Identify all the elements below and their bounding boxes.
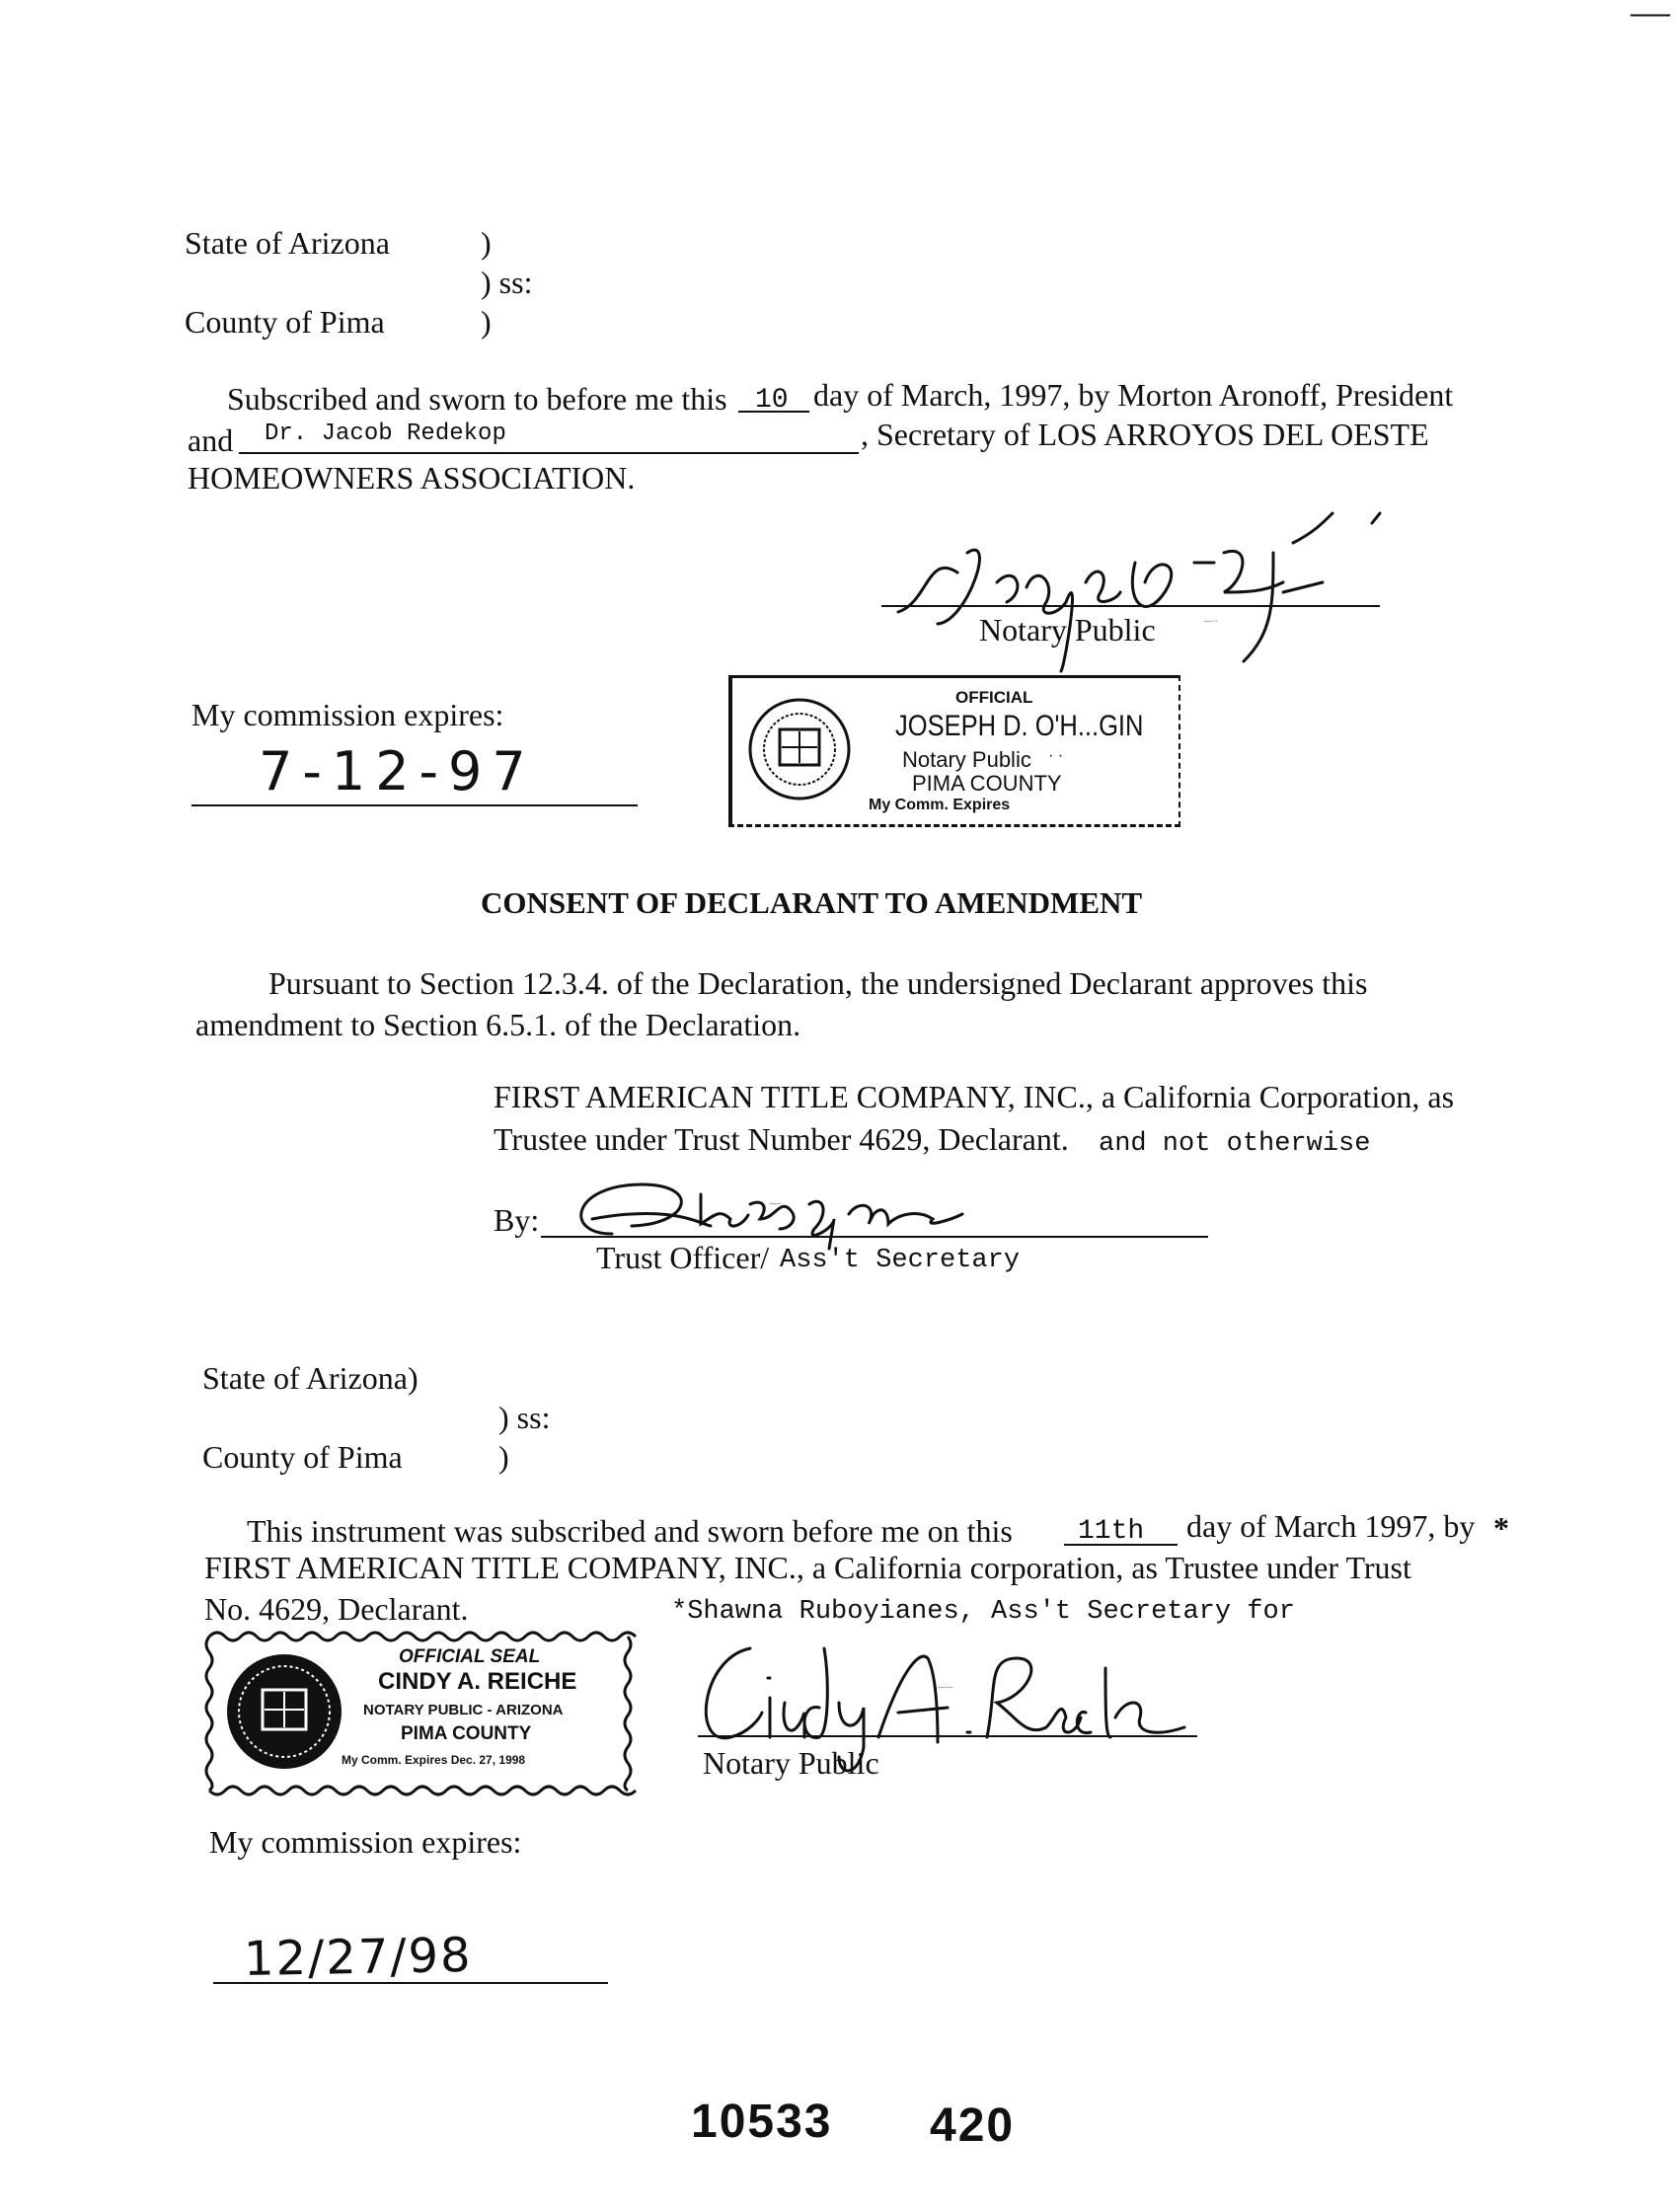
consent-sign-line bbox=[541, 1236, 1208, 1238]
notary2-sign-line bbox=[698, 1735, 1197, 1737]
notary1-stamp-county: PIMA COUNTY bbox=[912, 771, 1062, 796]
notary2-commission-line bbox=[213, 1982, 608, 1984]
consent-para-line2: amendment to Section 6.5.1. of the Declaration. bbox=[195, 1007, 801, 1042]
jurat1-line1-post: day of March, 1997, by Morton Aronoff, President bbox=[813, 377, 1454, 413]
notary1-stamp-role: Notary Public bbox=[902, 747, 1031, 772]
notary1-commission-label: My commission expires: bbox=[191, 697, 504, 732]
notary2-seal bbox=[205, 1627, 634, 1796]
jurat1-line2-post: , Secretary of LOS ARROYOS DEL OESTE bbox=[861, 417, 1429, 452]
consent-signature bbox=[553, 1165, 1027, 1244]
venue1-paren-top: ) bbox=[481, 225, 492, 261]
jurat1-secretary-name: Dr. Jacob Redekop bbox=[265, 420, 506, 447]
jurat1-secretary-underline bbox=[239, 452, 859, 454]
notary2-seal-name: CINDY A. REICHE bbox=[378, 1668, 577, 1695]
notary2-commission-label: My commission expires: bbox=[209, 1824, 522, 1860]
jurat2-typed-note: *Shawna Ruboyianes, Ass't Secretary for bbox=[671, 1597, 1295, 1627]
notary1-title: Notary Public bbox=[979, 612, 1156, 648]
jurat2-asterisk: * bbox=[1493, 1510, 1509, 1546]
jurat2-day: 11th bbox=[1078, 1516, 1145, 1547]
notary1-stamp bbox=[728, 675, 1180, 827]
consent-heading: CONSENT OF DECLARANT TO AMENDMENT bbox=[481, 885, 1143, 920]
jurat2-day-underline bbox=[1064, 1544, 1178, 1546]
jurat2-line1-post: day of March 1997, by bbox=[1186, 1508, 1476, 1544]
venue1-state: State of Arizona bbox=[185, 225, 390, 261]
notary1-commission-line bbox=[191, 804, 638, 806]
consent-para-line1: Pursuant to Section 12.3.4. of the Declaration, the undersigned Declarant approves this bbox=[268, 965, 1368, 1001]
consent-company-addition: and not otherwise bbox=[1099, 1129, 1371, 1159]
jurat1-line3: HOMEOWNERS ASSOCIATION. bbox=[188, 460, 636, 496]
jurat2-line2: FIRST AMERICAN TITLE COMPANY, INC., a California corporation, as Trustee under Trust bbox=[204, 1550, 1411, 1585]
notary1-commission-date: 7-12-97 bbox=[259, 740, 536, 802]
venue1-county: County of Pima bbox=[185, 304, 385, 340]
jurat1-line1-pre: Subscribed and sworn to before me this bbox=[227, 381, 727, 417]
consent-company-line1: FIRST AMERICAN TITLE COMPANY, INC., a California Corporation, as bbox=[494, 1079, 1455, 1114]
recording-page: 420 bbox=[930, 2099, 1016, 2152]
jurat1-and: and bbox=[188, 422, 234, 458]
jurat1-day: 10 bbox=[755, 385, 789, 416]
recording-docket: 10533 bbox=[691, 2096, 833, 2148]
jurat2-line1-pre: This instrument was subscribed and sworn before me on this bbox=[247, 1513, 1013, 1549]
jurat2-line3: No. 4629, Declarant. bbox=[204, 1591, 469, 1627]
notary1-stamp-name: JOSEPH D. O'H...GIN bbox=[895, 710, 1144, 742]
consent-company-line2: Trustee under Trust Number 4629, Declarant. bbox=[494, 1121, 1069, 1157]
notary1-signature-text: Joseph D. O'H bbox=[1204, 621, 1218, 623]
notary1-stamp-state: · · bbox=[1048, 747, 1064, 764]
notary2-seal-county: PIMA COUNTY bbox=[401, 1723, 532, 1744]
consent-by-label: By: bbox=[494, 1202, 540, 1238]
venue1-paren-bottom: ) bbox=[481, 304, 492, 340]
venue2-paren-bottom: ) bbox=[498, 1439, 509, 1475]
notary2-seal-expires: My Comm. Expires Dec. 27, 1998 bbox=[342, 1753, 526, 1767]
consent-signature-text: Ruboyianes bbox=[770, 1203, 782, 1205]
notary2-seal-role: NOTARY PUBLIC - ARIZONA bbox=[363, 1702, 564, 1718]
consent-officer-title-typed: Ass't Secretary bbox=[780, 1246, 1021, 1275]
notary2-commission-date: 12/27/98 bbox=[243, 1927, 474, 1988]
venue1-ss: ) ss: bbox=[481, 265, 533, 300]
jurat1-day-underline bbox=[738, 411, 809, 413]
notary2-signature-text: Cindy A. Reiche bbox=[938, 1687, 953, 1689]
notary1-stamp-expires: My Comm. Expires bbox=[869, 797, 1011, 813]
notary1-stamp-official: OFFICIAL bbox=[955, 688, 1033, 707]
notary2-seal-official: OFFICIAL SEAL bbox=[399, 1646, 541, 1667]
consent-officer-title: Trust Officer/ bbox=[596, 1240, 770, 1275]
notary2-title: Notary Public bbox=[703, 1745, 879, 1781]
scan-mark: — bbox=[1631, 0, 1670, 34]
venue2-ss: ) ss: bbox=[498, 1400, 551, 1435]
notary1-stamp-seal-icon bbox=[746, 696, 853, 802]
venue2-state: State of Arizona) bbox=[202, 1360, 418, 1396]
notary1-sign-line bbox=[881, 605, 1380, 607]
venue2-county: County of Pima bbox=[202, 1439, 403, 1475]
